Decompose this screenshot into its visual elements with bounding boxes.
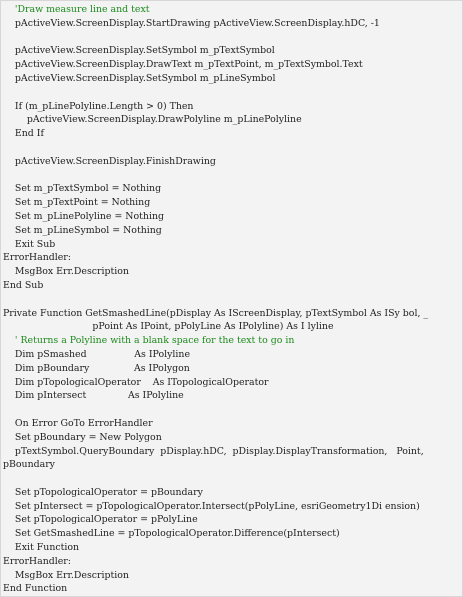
code-line: pActiveView.ScreenDisplay.DrawText m_pTextPoint, m_pTextSymbol.Text [3, 59, 363, 71]
code-line: Set pIntersect = pTopologicalOperator.Intersect(pPolyLine, esriGeometry1Di ension) [3, 500, 420, 512]
code-line: MsgBox Err.Description [3, 266, 129, 278]
code-line [3, 472, 460, 486]
code-line: pPoint As IPoint, pPolyLine As IPolyline) As I lyline [3, 321, 334, 333]
code-line: Dim pTopologicalOperator As ITopologicalOperator [3, 376, 269, 388]
code-line: End Sub [3, 279, 44, 291]
code-line: Set pBoundary = New Polygon [3, 431, 162, 443]
code-line: Dim pBoundary As IPolygon [3, 362, 190, 374]
code-line: Set m_pTextPoint = Nothing [3, 197, 151, 209]
code-line: pActiveView.ScreenDisplay.DrawPolyline m_pLinePolyline [3, 114, 302, 126]
code-line: ErrorHandler: [3, 252, 71, 264]
code-line: pTextSymbol.QueryBoundary pDisplay.hDC, pDisplay.DisplayTransformation, Point, [3, 445, 424, 457]
code-line [3, 31, 460, 45]
code-line: Set GetSmashedLine = pTopologicalOperator.Difference(pIntersect) [3, 528, 340, 540]
code-lines [3, 3, 460, 596]
code-line: pActiveView.ScreenDisplay.FinishDrawing [3, 155, 216, 167]
code-line: Dim pSmashed As IPolyline [3, 348, 191, 360]
code-line: If (m_pLinePolyline.Length > 0) Then [3, 100, 194, 112]
code-line [3, 86, 460, 100]
code-line: Dim pIntersect As IPolyline [3, 390, 184, 402]
code-line [3, 141, 460, 155]
code-line: pActiveView.ScreenDisplay.SetSymbol m_pLineSymbol [3, 72, 276, 84]
code-line: Exit Sub [3, 238, 56, 250]
code-line: Private Function GetSmashedLine(pDisplay As IScreenDisplay, pTextSymbol As ISy bol, _ [3, 307, 429, 319]
code-line: Exit Function [3, 542, 80, 554]
code-line: Set m_pTextSymbol = Nothing [3, 183, 162, 195]
code-line: ErrorHandler: [3, 555, 71, 567]
code-line: pBoundary [3, 459, 55, 471]
code-line [3, 403, 460, 417]
code-line [3, 293, 460, 307]
code-comment-line: ' Returns a Polyline with a blank space for the text to go in [3, 335, 295, 347]
code-line: Set m_pLinePolyline = Nothing [3, 210, 164, 222]
code-line: Set pTopologicalOperator = pBoundary [3, 486, 203, 498]
code-line: pActiveView.ScreenDisplay.SetSymbol m_pTextSymbol [3, 45, 275, 57]
code-line [3, 169, 460, 183]
code-line: Set pTopologicalOperator = pPolyLine [3, 514, 198, 526]
code-line: On Error GoTo ErrorHandler [3, 417, 153, 429]
code-line: pActiveView.ScreenDisplay.StartDrawing pActiveView.ScreenDisplay.hDC, -1 [3, 17, 380, 29]
code-line: End If [3, 128, 44, 140]
code-comment-line: 'Draw measure line and text [3, 4, 150, 15]
code-line: End Function [3, 583, 68, 595]
code-line: Set m_pLineSymbol = Nothing [3, 224, 162, 236]
code-line: MsgBox Err.Description [3, 569, 129, 581]
